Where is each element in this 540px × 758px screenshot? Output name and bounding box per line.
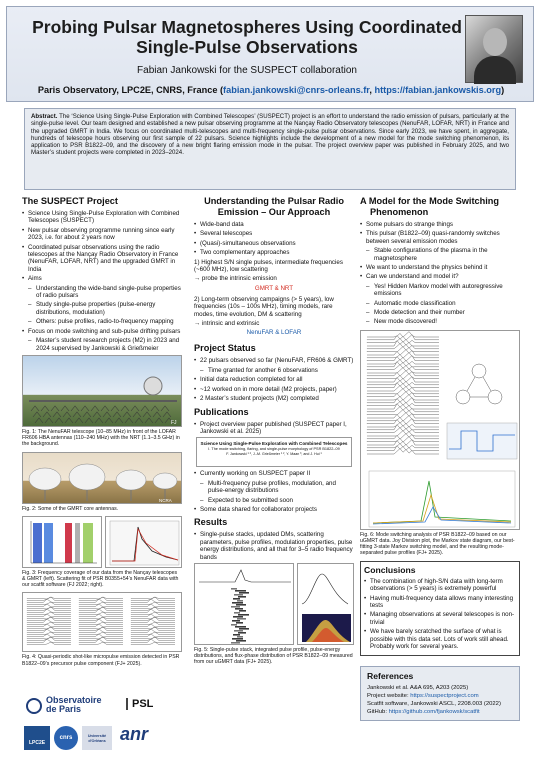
affiliation-end: ) xyxy=(501,85,505,95)
poster-title-line2: Single-Pulse Observations xyxy=(136,37,358,57)
author-photo xyxy=(465,15,523,83)
reference-github xyxy=(367,708,513,716)
conclusions-bullet-list xyxy=(364,578,516,651)
list-item: • Several telescopes xyxy=(194,230,354,237)
fig2-badge: NCRA xyxy=(159,497,172,503)
author-photo-face xyxy=(483,28,507,56)
column-mode-switching xyxy=(360,196,520,721)
flux-phase-plot xyxy=(297,563,354,645)
section-heading-publications: Publications xyxy=(194,406,249,417)
fig1-badge: FJ xyxy=(171,419,177,426)
list-item: – New mode discovered! xyxy=(360,318,520,325)
list-item: • We have barely scratched the surface of what is possible with this data set. Lots of work still ahead. Probably work for several years. xyxy=(364,628,516,650)
lpc2e-logo: LPC2E xyxy=(24,726,50,750)
website-link[interactable]: https://fabian.jankowskis.org xyxy=(374,85,502,95)
list-item: • Science Using Single-Pulse Exploration with Combined Telescopes (SUSPECT) xyxy=(22,210,182,225)
list-item: • Wide-band data xyxy=(194,221,354,228)
list-item: • Two complementary approaches xyxy=(194,249,354,256)
column-approach xyxy=(194,196,354,670)
section-heading-status: Project Status xyxy=(194,343,256,354)
section-heading-results: Results xyxy=(194,517,228,528)
approach2-telescopes: NenuFAR & LOFAR xyxy=(246,329,302,337)
figure5-caption: Fig. 5: Single-pulse stack, integrated pulse profile, pulse-energy distributions, and flux-phase distribution of PSR B1822–09 measured from our uGMRT data (FJ+ 2025). xyxy=(194,646,353,666)
conclusions-box xyxy=(360,561,520,657)
single-pulse-stack-graphic xyxy=(195,564,294,645)
figure2-caption: Fig. 2: Some of the GMRT core antennas. xyxy=(22,505,119,512)
abstract-text: The ‘Science Using Single-Pulse Exploration with Combined Telescopes’ (SUSPECT) project is an effort to understand the radio emission of pulsars, particularly at the single-pulse level. Our team designed and established a new pulsar observing programme at the Nançay Radio Observatory telescopes (NenuFAR, LOFAR, NRT) in France and the upgraded GMRT in India. We focus on coordinated multi-telescopes and multi-frequency single-pulse pulsar observations. Since early 2023, we have spent, in aggregate, hundreds of telescope hours observing our first sample of 22 pulsars. Science highlights include the development of a new model for the mode switching phenomenon, its application to PSR B1822–09, and the discovery of a new bright flaring emission mode in the pulsar. The project overview paper was published in February 2025, and two Master’s student projects were completed in 2023–2024. xyxy=(31,113,509,157)
list-item: • Managing observations at several telescopes is non-trivial xyxy=(364,611,516,626)
list-item: – Time granted for another 6 observations xyxy=(194,367,354,374)
list-item: • Having multi-frequency data allows many interesting tests xyxy=(364,595,516,610)
section-heading-approach xyxy=(194,196,354,218)
reference-paper: Jankowski et al. A&A 695, A203 (2025) xyxy=(367,685,469,692)
paper-thumbnail-subtitle: I. The mode switching, flaring, and single-pulse morphology of PSR B1822–09 xyxy=(208,446,340,451)
list-item: • New pulsar observing programme running since early 2023, i.e. for about 2 years now xyxy=(22,227,182,242)
list-item: • Initial data reduction completed for all xyxy=(194,376,354,383)
list-item: • ~12 worked on in more detail (M2 projects, paper) xyxy=(194,386,354,393)
list-item: • Coordinated pulsar observations using the radio telescopes at the Nançay Radio Observatory in France (NenuFAR, LOFAR, NRT) and the upgraded GMRT in India xyxy=(22,244,182,274)
cnrs-logo: cnrs xyxy=(54,726,78,750)
figure4-caption: Fig. 4: Quasi-periodic shot-like micropulse emission detected in PSR B1822–09’s precursor pulse component (FJ+ 2025). xyxy=(22,654,180,667)
mode-switching-figure xyxy=(360,330,520,530)
list-item: – Master’s student research projects (M2) in 2023 and 2024 supervised by Jankowski & Grießmeier xyxy=(22,337,182,352)
figure5-panels xyxy=(194,563,354,645)
micropulse-graphic xyxy=(23,593,182,652)
references-box xyxy=(360,666,520,721)
project-website-link[interactable]: https://suspectproject.com xyxy=(410,693,479,700)
abstract-box xyxy=(24,108,516,190)
anr-logo: anr xyxy=(120,724,149,744)
list-item: – Others: pulse profiles, radio-to-frequency mapping xyxy=(22,318,182,325)
paper-thumbnail-authors: F. Jankowski ¹ ², J.-M. Grießmeier ¹ ², Y. Maan ³, and J. Hui ¹ xyxy=(226,451,322,456)
list-item: – Expected to be submitted soon xyxy=(194,497,354,504)
poster-authors: Fabian Jankowski for the SUSPECT collaboration xyxy=(137,65,357,76)
github-link[interactable]: https://github.com/fjankowsk/scatfit xyxy=(388,709,480,716)
list-item: • 2 Master’s student projects (M2) completed xyxy=(194,395,354,402)
section-heading-references: References xyxy=(367,671,414,682)
author-photo-body xyxy=(474,56,516,84)
gmrt-antennas-illustration xyxy=(23,453,182,504)
frequency-coverage-plot xyxy=(22,516,102,568)
section-heading-model xyxy=(360,196,520,218)
poster-header xyxy=(6,6,534,102)
reference-scatfit: Scatfit software, Jankowski ASCL, 2208.003 (2022) xyxy=(367,701,501,708)
observatoire-line2: de Paris xyxy=(46,704,82,714)
psl-logo: PSL xyxy=(126,698,153,710)
affiliation-text: Paris Observatory, LPC2E, CNRS, France ( xyxy=(37,85,224,95)
approach1-text: 1) Highest S/N single pulses, intermediate frequencies (~600 MHz), low scattering xyxy=(194,258,343,274)
reference-github-label: GitHub: xyxy=(367,709,389,716)
list-item: – Multi-frequency pulse profiles, modulation, and pulse-energy distributions xyxy=(194,480,354,495)
column-suspect-project xyxy=(22,196,182,671)
publications-bullet-list-2 xyxy=(194,470,354,513)
list-item: • We want to understand the physics behind it xyxy=(360,264,520,271)
figure-nenufar-photo xyxy=(22,355,182,427)
orleans-logo: Université d'Orléans xyxy=(82,726,112,750)
figure3-caption: Fig. 3: Frequency coverage of our data from the Nançay telescopes & GMRT (left). Scattering fit of PSR B0355+54’s NenuFAR data with our scatfit software (FJ 2022; right). xyxy=(22,569,179,589)
figure1-caption: Fig. 1: The NenuFAR telescope (10–85 MHz) in front of the LOFAR FR606 HBA antennas (110–240 MHz) with the NRT (1.1–3.5 GHz) in the background. xyxy=(22,428,180,448)
list-item: – Mode detection and their number xyxy=(360,309,520,316)
suspect-bullet-list xyxy=(22,210,182,352)
figure3-panels xyxy=(22,516,182,568)
poster-affiliation xyxy=(13,85,529,95)
scattering-fit-graphic xyxy=(106,517,182,568)
list-item: • This pulsar (B1822–09) quasi-randomly switches between several emission modes xyxy=(360,230,520,245)
list-item: • Focus on mode switching and sub-pulse drifting pulsars xyxy=(22,328,182,335)
affiliation-separator: , xyxy=(369,85,375,95)
list-item: – Stable configurations of the plasma in the magnetosphere xyxy=(360,247,520,262)
section-heading-conclusions: Conclusions xyxy=(364,564,416,575)
approach2-text: 2) Long-term observing campaigns (> 5 years), low frequencies (10s – 100s MHz), timing models, rare modes, time evolution, DM & scattering xyxy=(194,295,334,318)
list-item: • Some data shared for collaborator projects xyxy=(194,506,354,513)
observatoire-logo-text xyxy=(46,696,102,714)
approach-heading-line2: Emission – Our Approach xyxy=(217,207,331,217)
paper-thumbnail-title: Science Using Single-Pulse Exploration with Combined Telescopes xyxy=(200,441,348,447)
approach-bullet-list xyxy=(194,221,354,257)
list-item: • Currently working on SUSPECT paper II xyxy=(194,470,354,477)
list-item: • Aims xyxy=(22,275,182,282)
list-item: • 22 pulsars observed so far (NenuFAR, FR606 & GMRT) xyxy=(194,357,354,364)
micropulse-plot xyxy=(22,592,182,652)
list-item: – Automatic mode classification xyxy=(360,300,520,307)
approach1-arrow: → probe the intrinsic emission xyxy=(194,275,277,283)
frequency-coverage-graphic xyxy=(23,517,102,568)
figure6-caption: Fig. 6: Mode switching analysis of PSR B1822–09 based on our uGMRT data. Joy Division plot, the Markov state diagram, our best-fitting 3-state Markov switching model, and the resulting mode-separated pulse profiles (FJ+ 2025). xyxy=(360,531,515,557)
abstract-label: Abstract. xyxy=(31,113,58,120)
model-bullet-list xyxy=(360,221,520,326)
poster-title-line1: Probing Pulsar Magnetospheres Using Coordinated xyxy=(32,17,462,37)
approach-heading-line1: Understanding the Pulsar Radio xyxy=(204,196,344,206)
list-item: • (Quasi)-simultaneous observations xyxy=(194,240,354,247)
figure-gmrt-photo xyxy=(22,452,182,504)
publications-bullet-list xyxy=(194,421,354,436)
approach1-telescopes: GMRT & NRT xyxy=(254,284,294,292)
model-heading-line1: A Model for the Mode Switching xyxy=(360,196,499,206)
list-item: – Study single-pulse properties (pulse-energy distributions, modulation) xyxy=(22,301,182,316)
results-bullet-list xyxy=(194,531,354,561)
observatoire-line1: Observatoire xyxy=(46,695,102,705)
flux-phase-graphic xyxy=(298,564,354,645)
single-pulse-stack-plot xyxy=(194,563,294,645)
section-heading-suspect: The SUSPECT Project xyxy=(22,196,118,206)
scattering-fit-plot xyxy=(105,516,182,568)
status-bullet-list xyxy=(194,357,354,402)
paper-thumbnail xyxy=(196,437,352,467)
reference-website-label: Project website: xyxy=(367,693,411,700)
list-item: • Project overview paper published (SUSPECT paper I, Jankowski et al. 2025) xyxy=(194,421,354,436)
institution-logos xyxy=(22,696,182,754)
approach2-arrow: → intrinsic and extrinsic xyxy=(194,320,260,328)
list-item: – Yes! Hidden Markov model with autoregressive emissions xyxy=(360,283,520,298)
nenufar-field-illustration xyxy=(23,356,182,427)
model-heading-line2: Phenomenon xyxy=(370,207,429,217)
list-item: – Understanding the wide-band single-pulse properties of radio pulsars xyxy=(22,285,182,300)
list-item: • Single-pulse stacks, updated DMs, scattering parameters, pulse profiles, modulation properties, pulse energy distributions, and all that for 3–5 radio frequency bands xyxy=(194,531,354,561)
list-item: • The combination of high-S/N data with long-term observations (> 5 years) is extremely powerful xyxy=(364,578,516,593)
reference-website xyxy=(367,692,513,700)
observatoire-logo-icon xyxy=(26,698,42,714)
list-item: • Can we understand and model it? xyxy=(360,273,520,280)
email-link[interactable]: fabian.jankowski@cnrs-orleans.fr xyxy=(223,85,370,95)
mode-switching-graphic xyxy=(361,331,520,530)
list-item: • Some pulsars do strange things xyxy=(360,221,520,228)
